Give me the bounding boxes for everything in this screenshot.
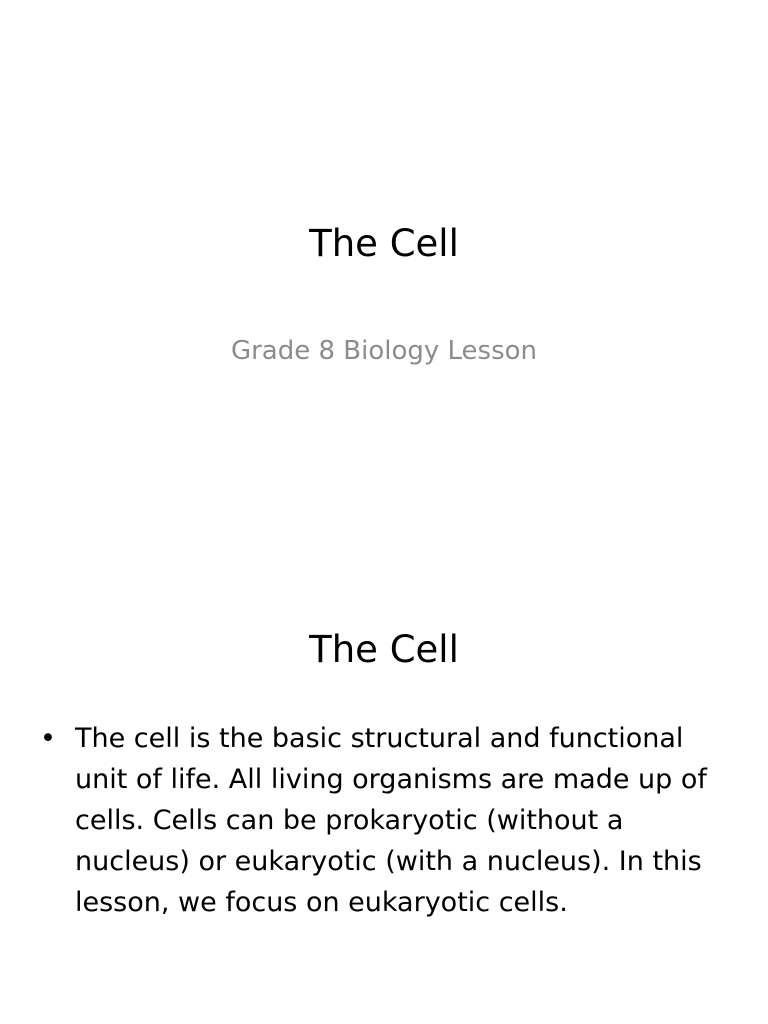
- bullet-list: [40, 718, 730, 923]
- slide-title: The Cell: [309, 628, 459, 671]
- bullet-icon: •: [40, 723, 56, 754]
- bullet-item: [40, 718, 730, 923]
- bullet-text: The cell is the basic structural and functional unit of life. All living organisms are made up of cells. Cells can be prokaryotic (without a nucleus) or eukaryotic (with a nucleus). In this lesson, we focus on eukaryotic cells.: [75, 723, 707, 918]
- slide-subtitle: Grade 8 Biology Lesson: [230, 336, 538, 366]
- slide-title: The Cell: [309, 222, 459, 265]
